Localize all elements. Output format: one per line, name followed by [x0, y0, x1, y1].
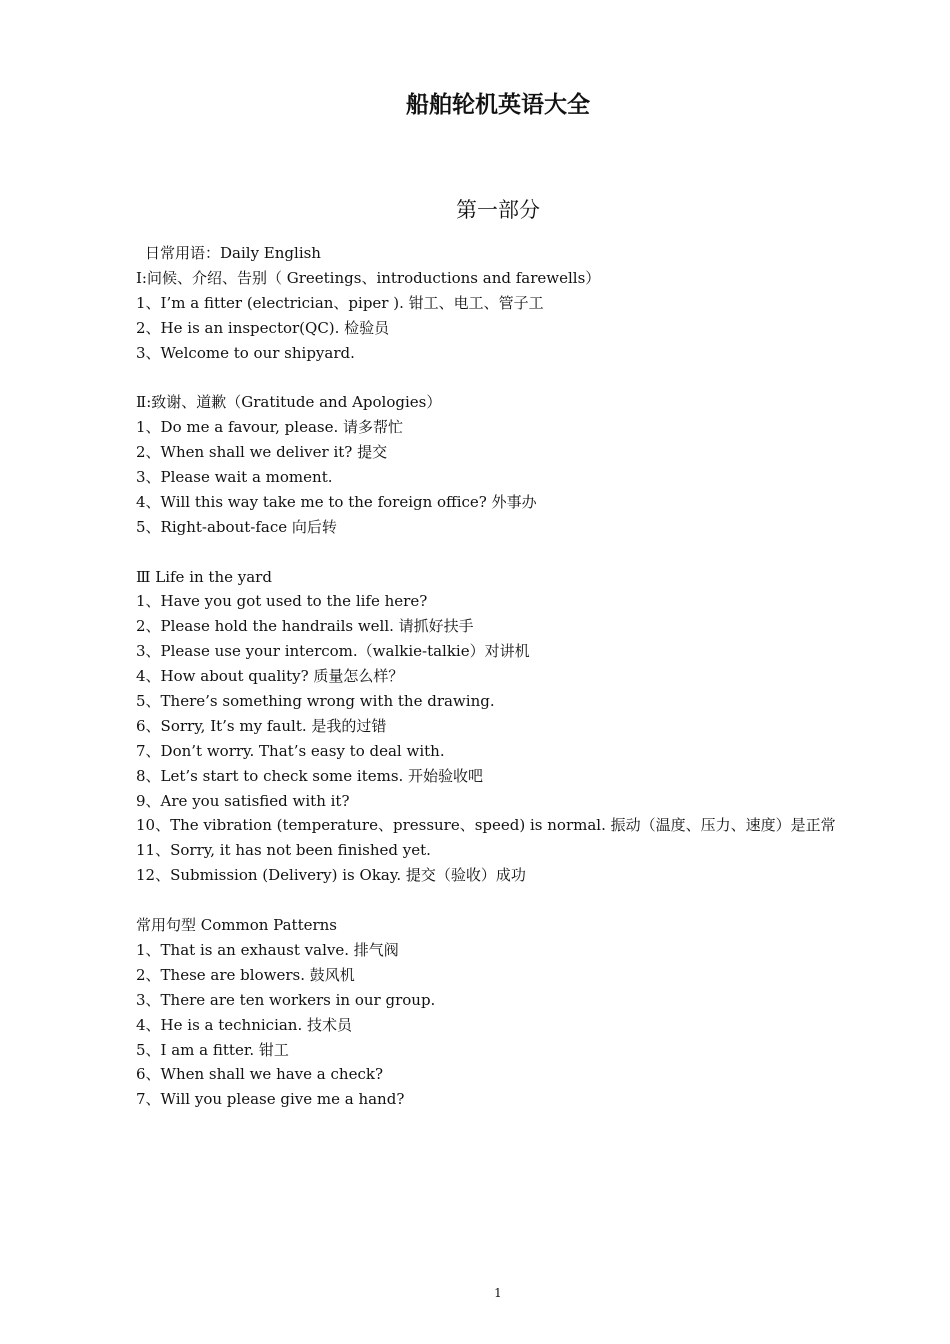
intro-line: 日常用语：Daily English	[145, 244, 321, 262]
part-title: 第一部分	[456, 198, 540, 222]
list-item: 2、He is an inspector(QC). 检验员	[136, 318, 390, 337]
list-item: 1、Have you got used to the life here?	[136, 592, 428, 611]
list-item: 2、When shall we deliver it? 提交	[136, 443, 388, 462]
list-item: 1、That is an exhaust valve. 排气阀	[136, 940, 399, 959]
list-item: 4、How about quality? 质量怎么样？	[136, 667, 404, 686]
list-item: 3、Please wait a moment.	[136, 468, 333, 487]
list-item: 1、I’m a fitter (electrician、piper ). 钳工、电工、管子工	[136, 293, 544, 312]
list-item: 12、Submission (Delivery) is Okay. 提交（验收）成功	[136, 866, 526, 885]
list-item: 3、Please use your intercom.（walkie-talkie）对讲机	[136, 642, 530, 661]
list-item: 2、Please hold the handrails well. 请抓好扶手	[136, 617, 474, 636]
document-title: 船舶轮机英语大全	[406, 92, 590, 118]
section-heading-life-in-yard: Ⅲ Life in the yard	[136, 567, 272, 586]
page-number: 1	[494, 1286, 502, 1300]
list-item: 3、There are ten workers in our group.	[136, 990, 436, 1009]
list-item: 9、Are you satisfied with it?	[136, 791, 350, 810]
list-item: 6、Sorry, It’s my fault. 是我的过错	[136, 716, 387, 735]
list-item: 1、Do me a favour, please. 请多帮忙	[136, 418, 403, 437]
blank-line	[136, 888, 856, 913]
list-item: 5、Right-about-face 向后转	[136, 517, 337, 536]
list-item: 8、Let’s start to check some items. 开始验收吧	[136, 766, 484, 785]
blank-line	[136, 365, 856, 390]
section-heading-gratitude: Ⅱ:致谢、道歉（Gratitude and Apologies）	[136, 393, 442, 412]
document-body	[136, 241, 856, 1112]
list-item: 3、Welcome to our shipyard.	[136, 343, 355, 362]
list-item: 7、Don’t worry. That’s easy to deal with.	[136, 741, 445, 760]
list-item: 2、These are blowers. 鼓风机	[136, 965, 355, 984]
list-item: 7、Will you please give me a hand?	[136, 1090, 405, 1109]
list-item: 6、When shall we have a check?	[136, 1065, 383, 1084]
list-item: 5、There’s something wrong with the drawing.	[136, 692, 495, 711]
list-item: 4、He is a technician. 技术员	[136, 1015, 353, 1034]
section-heading-common-patterns: 常用句型 Common Patterns	[136, 916, 338, 935]
list-item: 5、I am a fitter. 钳工	[136, 1040, 289, 1059]
blank-line	[136, 540, 856, 565]
list-item: 4、Will this way take me to the foreign office? 外事办	[136, 492, 537, 511]
list-item: 11、Sorry, it has not been finished yet.	[136, 841, 431, 860]
list-item: 10、The vibration (temperature、pressure、speed) is normal. 振动（温度、压力、速度）是正常	[136, 816, 836, 835]
section-heading-greetings: Ⅰ:问候、介绍、告别（ Greetings、introductions and farewells）	[136, 268, 601, 287]
